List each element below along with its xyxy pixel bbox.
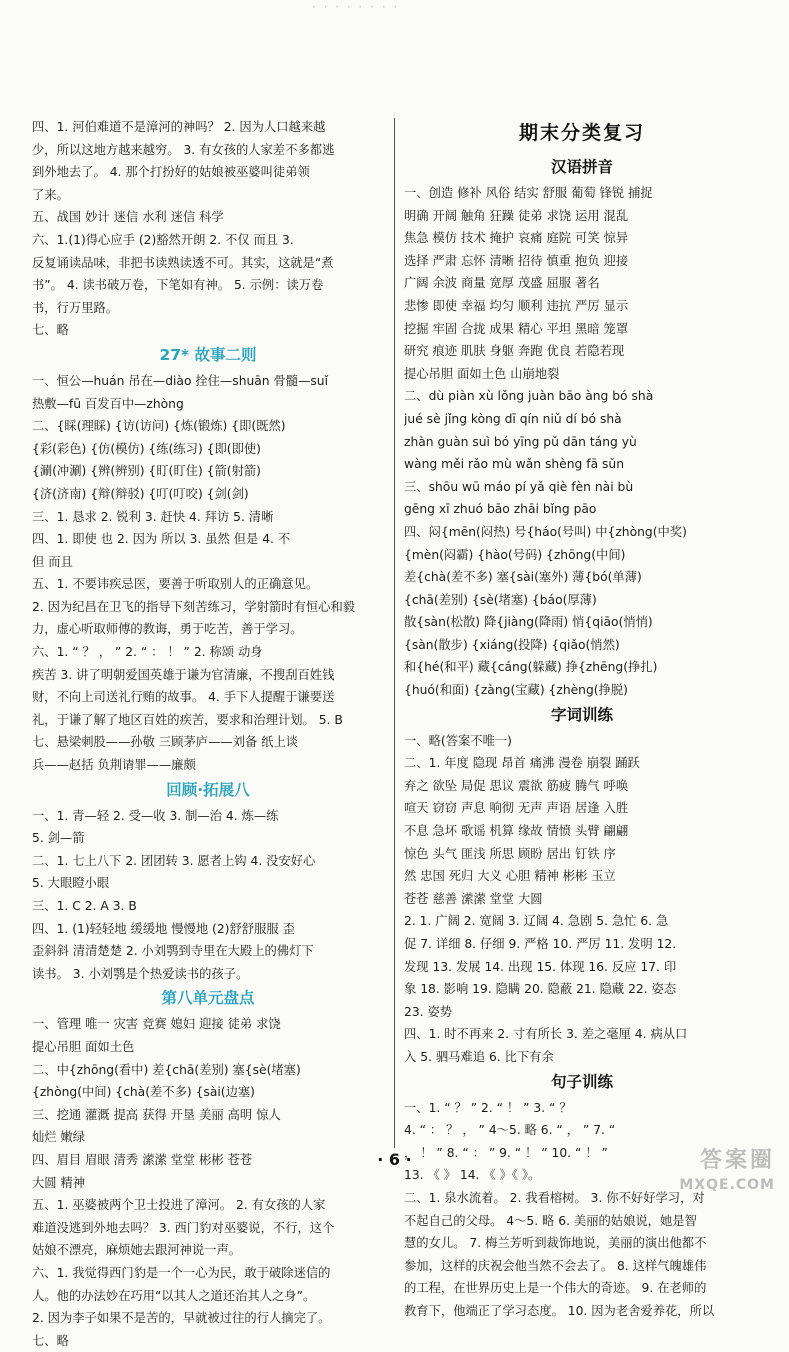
answer-line: 六、1. “ ？ ， ” 2. “ ： ！ ” 2. 称颂 动身 [32, 645, 263, 660]
answer-line: {涮(冲涮) {辨(辨别) {盯(盯住) {箭(射箭) [32, 464, 261, 479]
answer-line: 二、{睬(理睬) {访(访问) {炼(锻炼) {即(既然) [32, 419, 286, 434]
answer-line: 四、眉目 眉眼 清秀 潆潆 堂堂 彬彬 苍苍 [32, 1152, 253, 1167]
answer-line: 五、战国 妙计 迷信 水利 迷信 科学 [32, 210, 224, 225]
answer-line: 参加，这样的庆祝会他当然不会去了。 8. 这样气魄雄伟 [404, 1258, 707, 1273]
answer-line: 差{chà(差不多) 塞{sài(塞外) 薄{bó(单薄) [404, 570, 642, 585]
answer-line: 弃之 欲坠 局促 思议 震欲 筋疲 腾气 呼唤 [404, 778, 629, 793]
answer-line: 广阔 余波 商量 宽厚 茂盛 屈服 著名 [404, 276, 600, 291]
answer-line: 研究 痕迹 肌肤 身躯 奔跑 优良 若隐若现 [404, 344, 625, 359]
answer-line: 但 而且 [32, 554, 73, 569]
answer-line: 一、1. “ ？ ” 2. “ ！ ” 3. “ ？ [404, 1100, 572, 1115]
answer-line: 姑娘不漂亮，麻烦她去跟河神说一声。 [32, 1243, 242, 1258]
answer-line: 到外地去了。 4. 那个打扮好的姑娘被巫婆叫徒弟领 [32, 165, 310, 180]
answer-line: 二、1. 泉水流着。 2. 我看榕树。 3. 你不好好学习，对 [404, 1190, 705, 1205]
section-heading: 第八单元盘点 [161, 989, 255, 1008]
answer-line: 书，行万里路。 [32, 300, 119, 315]
answer-line: 挖掘 牢固 合拢 成果 精心 平坦 黑暗 笼罩 [404, 321, 629, 336]
answer-line: 一、管理 唯一 灾害 竞赛 媳妇 迎接 徒弟 求饶 [32, 1017, 281, 1032]
answer-line: 少，所以这地方越来越穷。 3. 有女孩的人家差不多都逃 [32, 142, 335, 157]
watermark-site: MXQE.COM [679, 1177, 775, 1193]
answer-line: 四、1. 时不再来 2. 寸有所长 3. 差之毫厘 4. 病从口 [404, 1027, 688, 1042]
section-heading: 27* 故事二则 [159, 345, 257, 364]
watermark-logo: 答案圈 [699, 1148, 775, 1173]
answer-line: 2. 因为纪昌在卫飞的指导下刻苦练习，学射箭时有恒心和毅 [32, 599, 356, 614]
answer-line: 大圆 精神 [32, 1175, 86, 1190]
answer-line: 象 18. 影响 19. 隐瞒 20. 隐蔽 21. 隐藏 22. 姿态 [404, 982, 677, 997]
answer-line: 五、1. 不要讳疾忌医，要善于听取别人的正确意见。 [32, 577, 319, 592]
answer-line: {huó(和面) {zàng(宝藏) {zhèng(挣脱) [404, 683, 628, 698]
answer-line: gēng xī zhuó bāo zhāi bǐng pāo [404, 502, 597, 517]
answer-line: 惊色 头气 匪浅 所思 顾盼 居出 钉铁 序 [404, 846, 616, 861]
column-divider [394, 118, 395, 1148]
top-scan-smudge: · · · · · · · · [312, 0, 400, 14]
answer-line: 一、创造 修补 风俗 结实 舒服 葡萄 锋锐 捕捉 [404, 186, 653, 200]
answer-line: 和{hé(和平) 藏{cáng(躲藏) 挣{zhēng(挣扎) [404, 660, 658, 675]
answer-line: 提心吊胆 面如土色 [32, 1039, 135, 1054]
answer-line: ， ！ ” 8. “ ： ” 9. “ ！ ” 10. “ ！ ” [404, 1145, 608, 1160]
section-heading: 回顾·拓展八 [166, 780, 250, 799]
answer-line: 了来。 [32, 187, 69, 202]
answer-line: 三、1. 恳求 2. 锐利 3. 赶快 4. 拜访 5. 清晰 [32, 509, 274, 524]
answer-line: 疾苦 3. 讲了明朝爱国英雄于谦为官清廉，不搜刮百姓钱 [32, 667, 335, 682]
answer-line: 5. 大眼瞪小眼 [32, 876, 110, 891]
answer-line: 慧的女儿。 7. 梅兰芳听到裁饰地说，美丽的演出他都不 [404, 1236, 707, 1251]
page-title: 期末分类复习 [518, 122, 645, 144]
answer-line: 一、恒公—huán 吊在—diào 拴住—shuān 骨髓—suǐ [32, 373, 329, 388]
answer-line: 三、1. C 2. A 3. B [32, 899, 137, 913]
answer-line: wàng měi rǎo mù wǎn shèng fā sǔn [404, 457, 625, 472]
answer-line: {zhòng(中间) {chà(差不多) {sài(边塞) [32, 1085, 255, 1100]
answer-line: 散{sàn(松散) 降{jiàng(降雨) 悄{qiāo(悄悄) [404, 615, 653, 630]
answer-line: 书”。 4. 读书破万卷，下笔如有神。 5. 示例：读万卷 [32, 278, 324, 293]
answer-line: 二、1. 七上八下 2. 团团转 3. 愿者上钩 4. 没安好心 [32, 853, 316, 868]
answer-line: 难道没逃到外地去吗？ 3. 西门豹对巫婆说，不行，这个 [32, 1220, 335, 1235]
right-column [404, 116, 760, 1323]
answer-line: 喧天 窃窃 声息 响彻 无声 声语 居逢 入胜 [404, 801, 629, 816]
answer-line: 三、shōu wū máo pí yǎ qiè fèn nài bù [404, 479, 634, 494]
answer-line: 二、1. 年度 隐现 昂首 痛沸 漫卷 崩裂 踊跃 [404, 756, 640, 771]
answer-line: 2. 1. 广阔 2. 宽阔 3. 辽阔 4. 急剧 5. 急忙 6. 急 [404, 914, 669, 929]
answer-line: 人。他的办法妙在巧用“以其人之道还治其人之身”。 [32, 1288, 316, 1303]
answer-line: 不起自己的父母。 4～5. 略 6. 美丽的姑娘说，她是智 [404, 1213, 697, 1228]
answer-line: 四、闷{mēn(闷热) 号{háo(号叫) 中{zhòng(中奖) [404, 524, 687, 539]
answer-line: 三、挖通 灌溉 提高 获得 开垦 美丽 高明 惊人 [32, 1107, 281, 1122]
answer-line: 苍苍 慈善 潆潆 堂堂 大圆 [404, 891, 543, 906]
page-number: · 6 · [377, 1150, 412, 1169]
answer-line: 反复诵读品味，非把书读熟读透不可。其实，这就是“煮 [32, 255, 334, 270]
answer-line: {mèn(闷霸) {hào(号码) {zhōng(中间) [404, 547, 626, 562]
section-heading: 句子训练 [550, 1072, 613, 1091]
answer-line: 悲惨 即使 幸福 均匀 顺利 违抗 严厉 显示 [404, 298, 629, 313]
answer-line: 二、中{zhōng(看中) 差{chā(差别) 塞{sè(堵塞) [32, 1062, 301, 1077]
answer-line: 歪斜斜 清清楚楚 2. 小刘鹗到寺里在大殿上的佛灯下 [32, 944, 314, 959]
answer-line: 4. “ ： ？ ， ” 4～5. 略 6. “ ， ” 7. “ [404, 1123, 616, 1138]
answer-line: jué sè jǐng kòng dī qín niǔ dí bó shà [404, 411, 622, 426]
section-heading: 汉语拼音 [550, 158, 613, 176]
answer-line: 礼，于谦了解了地区百姓的疾苦，要求和治理计划。 5. B [32, 712, 343, 727]
answer-line: 四、1. 即使 也 2. 因为 所以 3. 虽然 但是 4. 不 [32, 532, 291, 547]
answer-line: 5. 剑—箭 [32, 831, 85, 846]
answer-line: 提心吊胆 面如土色 山崩地裂 [404, 366, 560, 381]
answer-line: {sàn(散步) {xiáng(投降) {qiǎo(悄然) [404, 637, 620, 652]
answer-line: 灿烂 嫩绿 [32, 1130, 86, 1145]
watermark [625, 1146, 775, 1198]
answer-line: 一、1. 青—轻 2. 受—收 3. 制—治 4. 炼—练 [32, 808, 279, 823]
answer-line: 读书。 3. 小刘鹗是个热爱读书的孩子。 [32, 966, 249, 981]
answer-line: 财，不向上司送礼行贿的故事。 4. 手下人提醒于谦要送 [32, 690, 335, 705]
answer-line: {彩(彩色) {仿(模仿) {练(练习) {即(即使) [32, 441, 261, 456]
answer-line: 七、悬梁刺股——孙敬 三顾茅庐——刘备 纸上谈 [32, 735, 299, 750]
answer-line: 不息 急坏 歌谣 机算 缘故 情愤 头臂 翩翩 [404, 824, 629, 839]
answer-line: 热敷—fū 百发百中—zhòng [32, 396, 184, 411]
answer-line: 然 忠国 死归 大义 心胆 精神 彬彬 玉立 [404, 869, 616, 884]
answer-line: 兵——赵括 负荆请罪——廉颇 [32, 758, 196, 773]
answer-line: {chā(差别) {sè(堵塞) {báo(厚薄) [404, 592, 597, 607]
answer-line: 七、略 [32, 1333, 69, 1348]
answer-line: zhàn guàn suì bó yīng pǔ dān táng yù [404, 434, 637, 449]
answer-line: 促 7. 详细 8. 仔细 9. 严格 10. 严厉 11. 发明 12. [404, 937, 677, 951]
answer-line: 六、1. 我觉得西门豹是一个一心为民，敢于破除迷信的 [32, 1265, 331, 1280]
answer-line: 13. 《 》 14. 《 》《 》。 [404, 1168, 541, 1183]
section-heading: 字词训练 [550, 705, 613, 724]
answer-line: 四、1. 河伯难道不是漳河的神吗？ 2. 因为人口越来越 [32, 120, 326, 134]
answer-line: 四、1. (1)轻轻地 缓缓地 慢慢地 (2)舒舒服服 歪 [32, 921, 295, 936]
answer-line: 二、dù piàn xù lǒng juàn bāo àng bó shà [404, 389, 654, 404]
answer-line: 五、1. 巫婆被两个卫士投进了漳河。 2. 有女孩的人家 [32, 1198, 326, 1213]
answer-line: 明确 开阔 触角 狂躁 徒弟 求饶 运用 混乱 [404, 208, 629, 223]
answer-line: 六、1.(1)得心应手 (2)豁然开朗 2. 不仅 而且 3. [32, 232, 294, 247]
answer-line: 的工程，在世界历史上是一个伟大的奇迹。 9. 在老师的 [404, 1281, 707, 1296]
answer-line: 2. 因为李子如果不是苦的，早就被过往的行人摘完了。 [32, 1311, 331, 1326]
answer-line: 教育下，他端正了学习态度。 10. 因为老舍爱养花，所以 [404, 1303, 715, 1318]
answer-line: 一、略(答案不唯一) [404, 733, 512, 748]
answer-line: 选择 严肃 忘怀 清晰 招待 慎重 抱负 迎接 [404, 253, 629, 268]
answer-line: 七、略 [32, 323, 69, 338]
answer-line: 发现 13. 发展 14. 出现 15. 体现 16. 反应 17. 印 [404, 959, 677, 974]
answer-line: 焦急 模仿 技术 掩护 哀痛 庭院 可笑 惊异 [404, 231, 629, 246]
answer-line: {济(济南) {辩(辩驳) {叮(叮咬) {剑(剑) [32, 486, 249, 501]
answer-line: 入 5. 驷马难追 6. 比下有余 [404, 1049, 554, 1064]
answer-line: 23. 姿势 [404, 1004, 453, 1019]
answer-line: 力，虚心听取师傅的教诲，勇于吃苦，善于学习。 [32, 622, 303, 637]
